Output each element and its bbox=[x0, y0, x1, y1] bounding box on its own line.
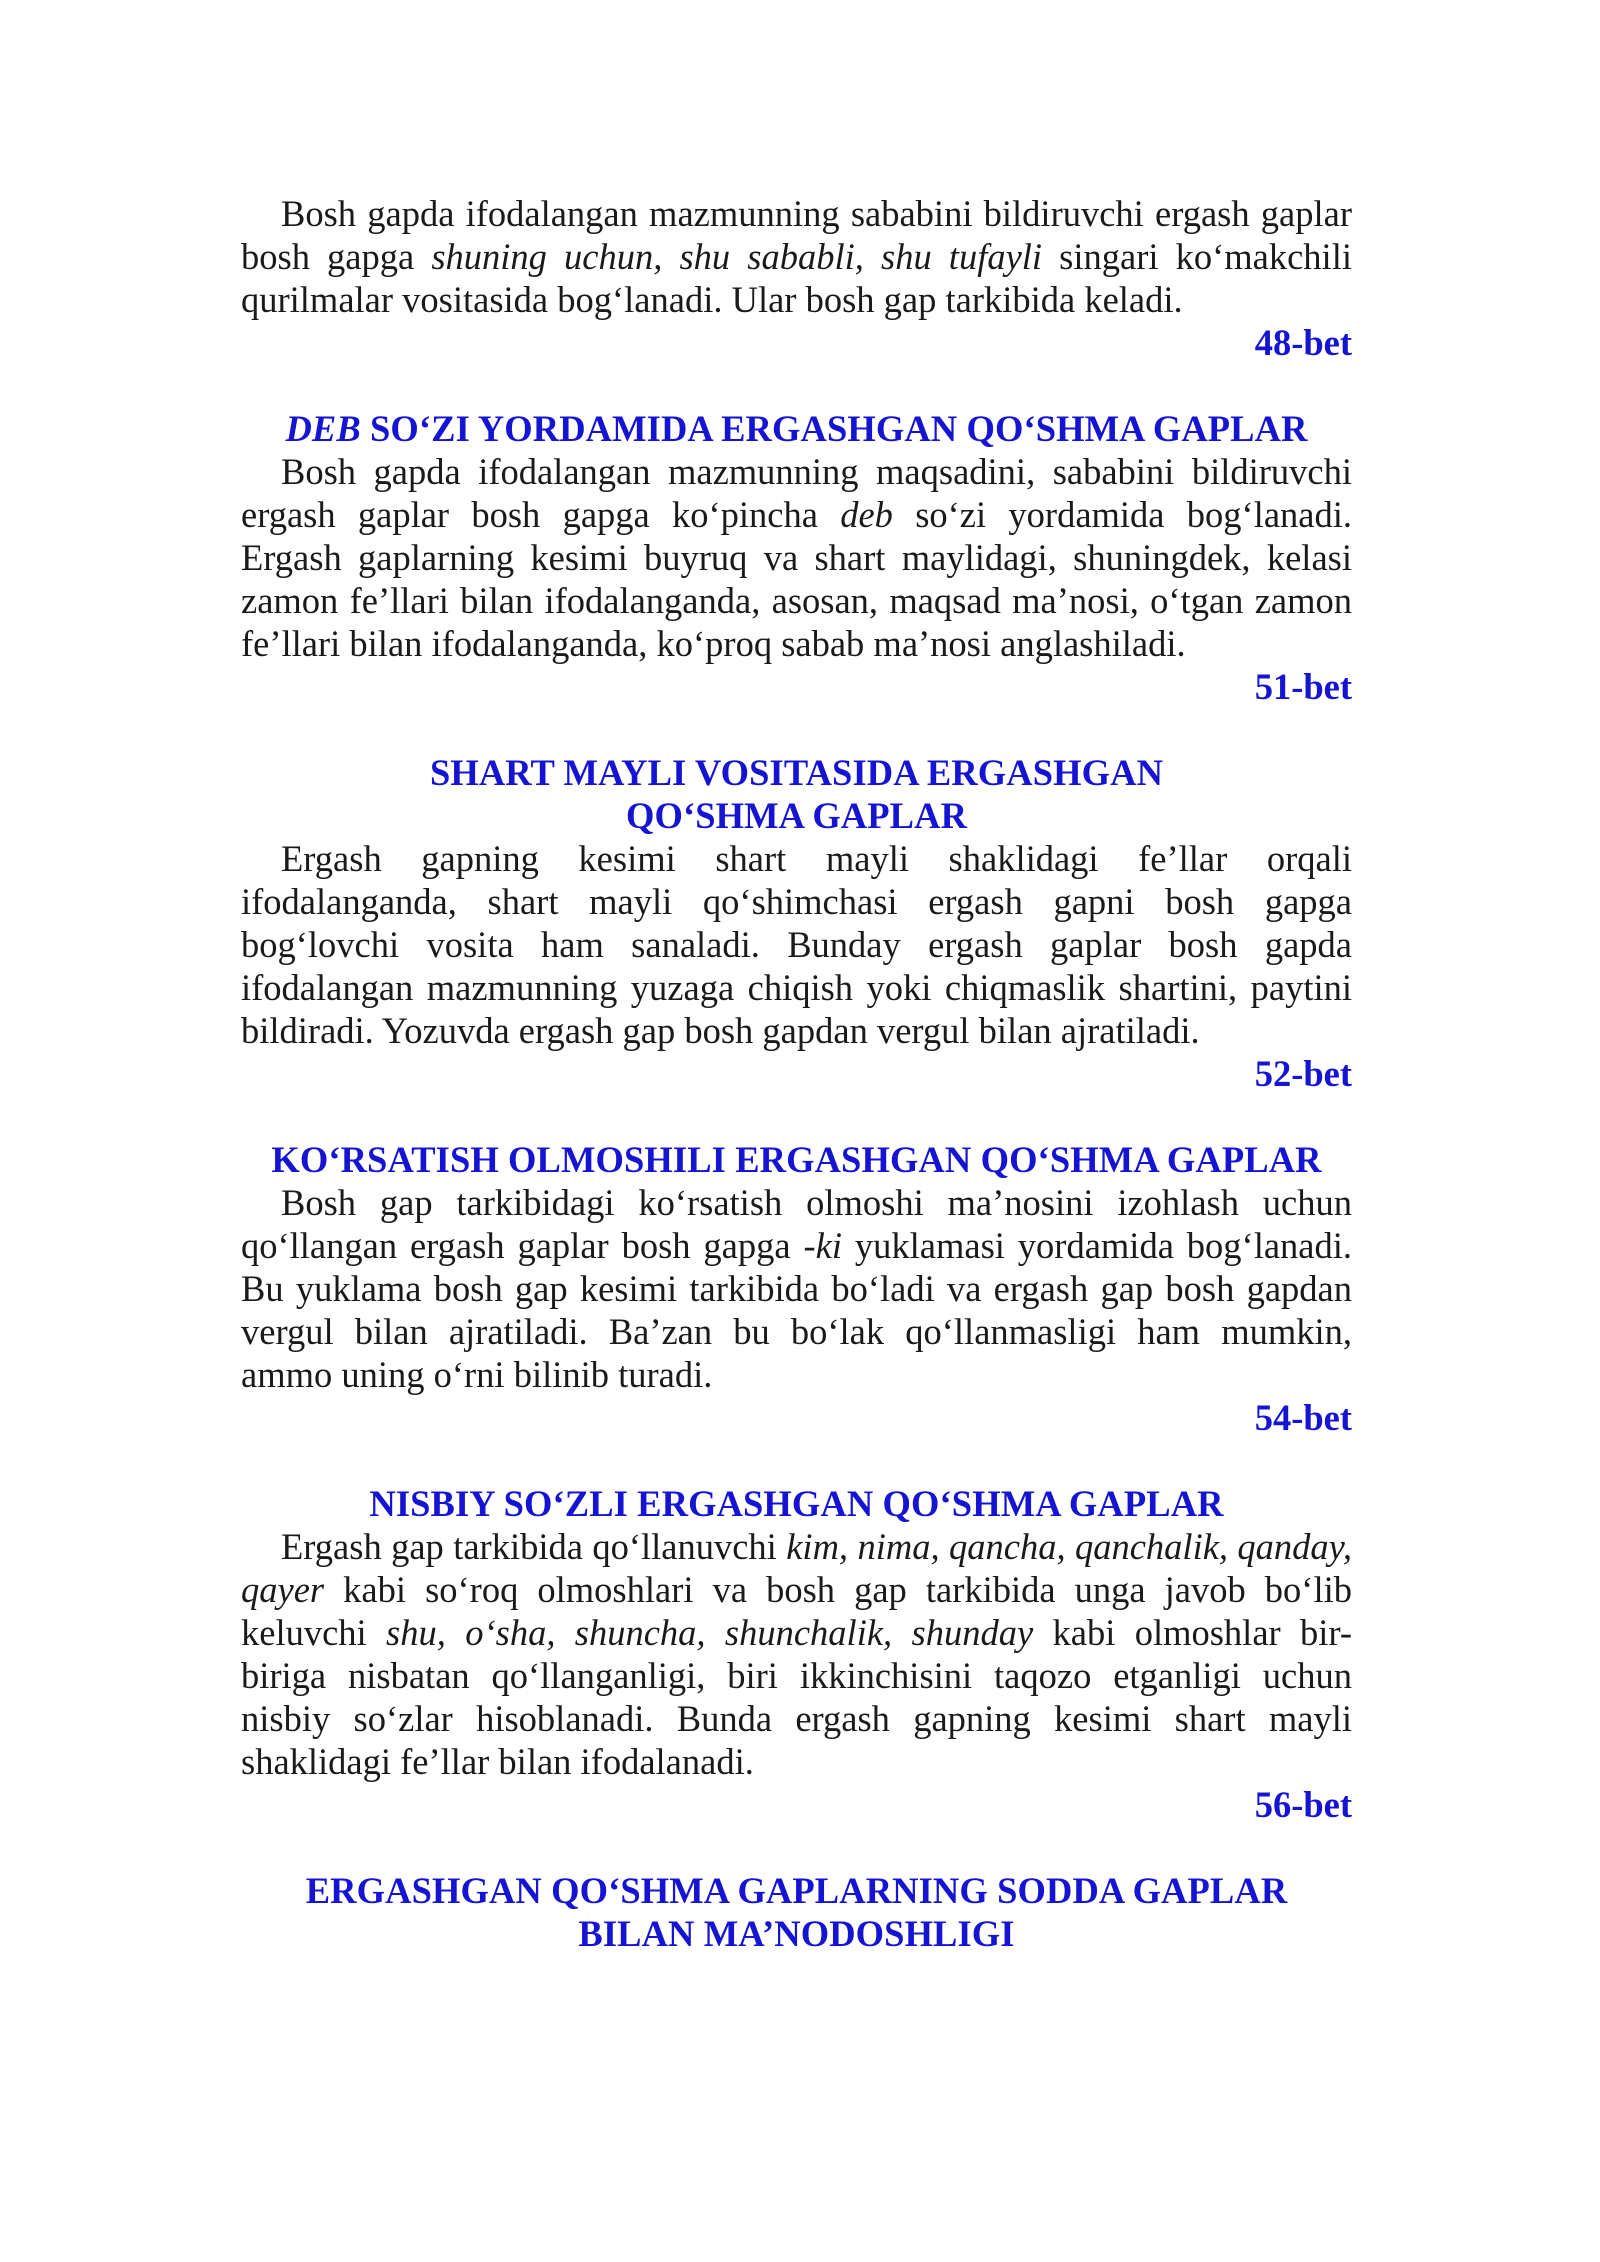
section bbox=[241, 1482, 1352, 1826]
text-run: Ergash gap tarkibida qo‘llanuvchi bbox=[281, 1526, 787, 1567]
text-run: Ergash gapning kesimi shart mayli shaklidagi fe’llar orqali ifodalanganda, shart mayli qo‘shimchasi ergash gapni bosh gapga bog‘lovchi vosita ham sanaladi. Bunday ergash gaplar bosh gapda ifodalangan mazmunning yuzaga chiqish yoki chiqmaslik shartini, paytini bildiradi. Yozuvda ergash gap bosh gapdan vergul bilan ajratiladi. bbox=[241, 838, 1352, 1051]
section bbox=[241, 1138, 1352, 1439]
text-run: Bosh gapda ifodalangan mazmunning sababini bildiruvchi ergash gaplar bosh gapga bbox=[241, 193, 1352, 277]
heading-line bbox=[241, 407, 1352, 450]
text-run: ERGASHGAN QO‘SHMA GAPLARNING SODDA GAPLAR bbox=[305, 1870, 1288, 1911]
body-paragraph bbox=[241, 192, 1352, 321]
section-heading bbox=[241, 1482, 1352, 1525]
text-run: BILAN MA’NODOSHLIGI bbox=[578, 1913, 1015, 1954]
page-reference: 52-bet bbox=[1254, 1053, 1352, 1094]
page-reference: 51-bet bbox=[1254, 666, 1352, 707]
text-run: kabi olmoshlar bir-biriga nisbatan qo‘llanganligi, biri ikkinchisini taqozo etganligi uchun nisbiy so‘zlar hisoblanadi. Bunda ergash gapning kesimi shart mayli shaklidagi fe’llar bilan ifodalanadi. bbox=[241, 1612, 1352, 1782]
italic-text-run: shuning uchun, shu sababli, shu tufayli bbox=[431, 236, 1043, 277]
text-run: Bosh gapda ifodalangan mazmunning maqsadini, sababini bildiruvchi ergash gaplar bosh gapga ko‘pincha bbox=[241, 451, 1352, 535]
italic-text-run: deb bbox=[840, 494, 893, 535]
heading-line bbox=[241, 751, 1352, 794]
body-paragraph bbox=[241, 1525, 1352, 1783]
section-heading bbox=[241, 1138, 1352, 1181]
section bbox=[241, 751, 1352, 1095]
text-run: Bosh gap tarkibidagi ko‘rsatish olmoshi ma’nosini izohlash uchun qo‘llangan ergash gaplar bosh gapga bbox=[241, 1182, 1352, 1266]
italic-text-run: -ki bbox=[803, 1225, 842, 1266]
heading-line bbox=[241, 794, 1352, 837]
document-page bbox=[241, 192, 1352, 1955]
text-run: SHART MAYLI VOSITASIDA ERGASHGAN bbox=[429, 752, 1164, 793]
section bbox=[241, 192, 1352, 364]
page-reference: 54-bet bbox=[1254, 1397, 1352, 1438]
section bbox=[241, 407, 1352, 708]
page-reference: 56-bet bbox=[1254, 1784, 1352, 1825]
body-paragraph bbox=[241, 450, 1352, 665]
section-heading bbox=[241, 407, 1352, 450]
text-run: QO‘SHMA GAPLAR bbox=[625, 795, 968, 836]
section-heading bbox=[241, 751, 1352, 837]
text-run: yuklamasi yordamida bog‘lanadi. Bu yuklama bosh gap kesimi tarkibida bo‘ladi va ergash gap bosh gapdan vergul bilan ajratiladi. Ba’zan bu bo‘lak qo‘llanmasligi ham mumkin, ammo uning o‘rni bilinib turadi. bbox=[241, 1225, 1353, 1395]
text-run: KO‘RSATISH OLMOSHILI ERGASHGAN QO‘SHMA GAPLAR bbox=[271, 1139, 1322, 1180]
text-run: so‘zi yordamida bog‘lanadi. Ergash gaplarning kesimi buyruq va shart maylidagi, shuningdek, kelasi zamon fe’llari bilan ifodalanganda, asosan, maqsad ma’nosi, o‘tgan zamon fe’llari bilan ifodalanganda, ko‘proq sabab ma’nosi anglashiladi. bbox=[241, 494, 1352, 664]
italic-text-run: DEB bbox=[285, 408, 361, 449]
heading-line bbox=[241, 1482, 1352, 1525]
text-run: SO‘ZI YORDAMIDA ERGASHGAN QO‘SHMA GAPLAR bbox=[360, 408, 1308, 449]
section bbox=[241, 1869, 1352, 1955]
heading-line bbox=[241, 1912, 1352, 1955]
text-run: singari ko‘makchili qurilmalar vositasida bog‘lanadi. Ular bosh gap tarkibida keladi. bbox=[241, 236, 1352, 320]
text-run: kabi so‘roq olmoshlari va bosh gap tarkibida unga javob bo‘lib keluvchi bbox=[241, 1569, 1352, 1653]
heading-line bbox=[241, 1138, 1352, 1181]
body-paragraph bbox=[241, 1181, 1352, 1396]
section-heading bbox=[241, 1869, 1352, 1955]
heading-line bbox=[241, 1869, 1352, 1912]
italic-text-run: shu, o‘sha, shuncha, shunchalik, shunday bbox=[386, 1612, 1034, 1653]
body-paragraph bbox=[241, 837, 1352, 1052]
text-run: NISBIY SO‘ZLI ERGASHGAN QO‘SHMA GAPLAR bbox=[369, 1483, 1224, 1524]
italic-text-run: kim, nima, qancha, qanchalik, qanday, qayer bbox=[241, 1526, 1352, 1610]
page-reference: 48-bet bbox=[1254, 322, 1352, 363]
